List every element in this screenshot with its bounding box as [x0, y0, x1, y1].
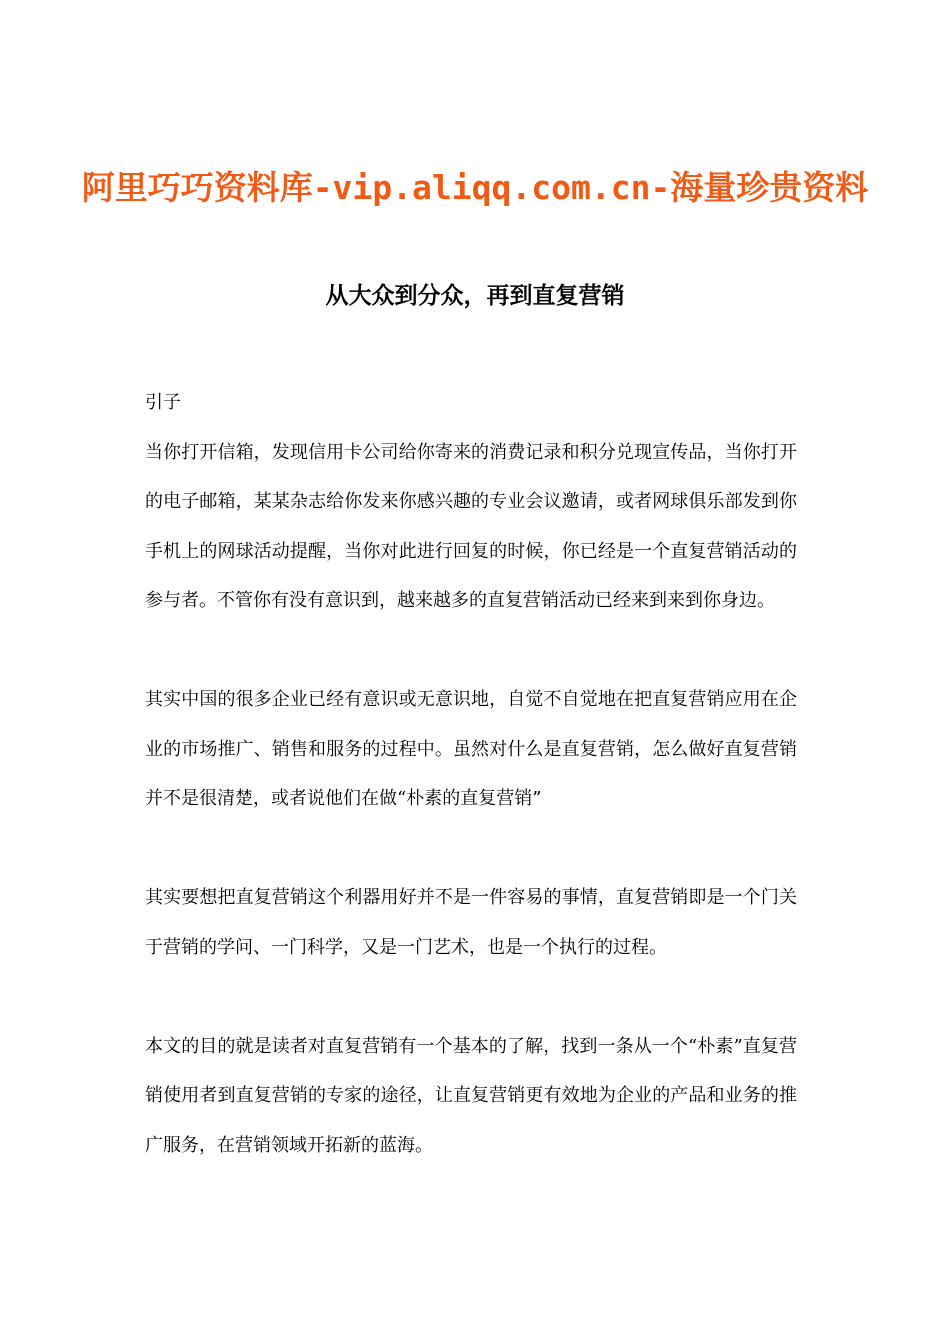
- document-body: [145, 378, 797, 1170]
- section-heading: 引子: [145, 392, 181, 413]
- paragraph-spacer: [145, 972, 797, 1022]
- paragraph: 其实要想把直复营销这个利器用好并不是一件容易的事情，直复营销即是一个门关于营销的学问、一门科学，又是一门艺术，也是一个执行的过程。: [145, 887, 797, 958]
- paragraph: 本文的目的就是读者对直复营销有一个基本的了解，找到一条从一个“朴素”直复营销使用者到直复营销的专家的途径，让直复营销更有效地为企业的产品和业务的推广服务，在营销领域开拓新的蓝海。: [145, 1035, 797, 1156]
- document-title: 从大众到分众，再到直复营销: [325, 283, 625, 309]
- watermark-banner: 阿里巧巧资料库-vip.aliqq.com.cn-海量珍贵资料: [81, 168, 869, 207]
- paragraph: 当你打开信箱，发现信用卡公司给你寄来的消费记录和积分兑现宣传品，当你打开的电子邮箱，某某杂志给你发来你感兴趣的专业会议邀请，或者网球俱乐部发到你手机上的网球活动提醒，当你对此进行回复的时候，你已经是一个直复营销活动的参与者。不管你有没有意识到，越来越多的直复营销活动已经来到来到你身边。: [145, 441, 797, 611]
- paragraph-spacer: [145, 824, 797, 874]
- paragraph-spacer: [145, 626, 797, 676]
- paragraph: 其实中国的很多企业已经有意识或无意识地，自觉不自觉地在把直复营销应用在企业的市场推广、销售和服务的过程中。虽然对什么是直复营销，怎么做好直复营销并不是很清楚，或者说他们在做“朴素的直复营销”: [145, 689, 797, 809]
